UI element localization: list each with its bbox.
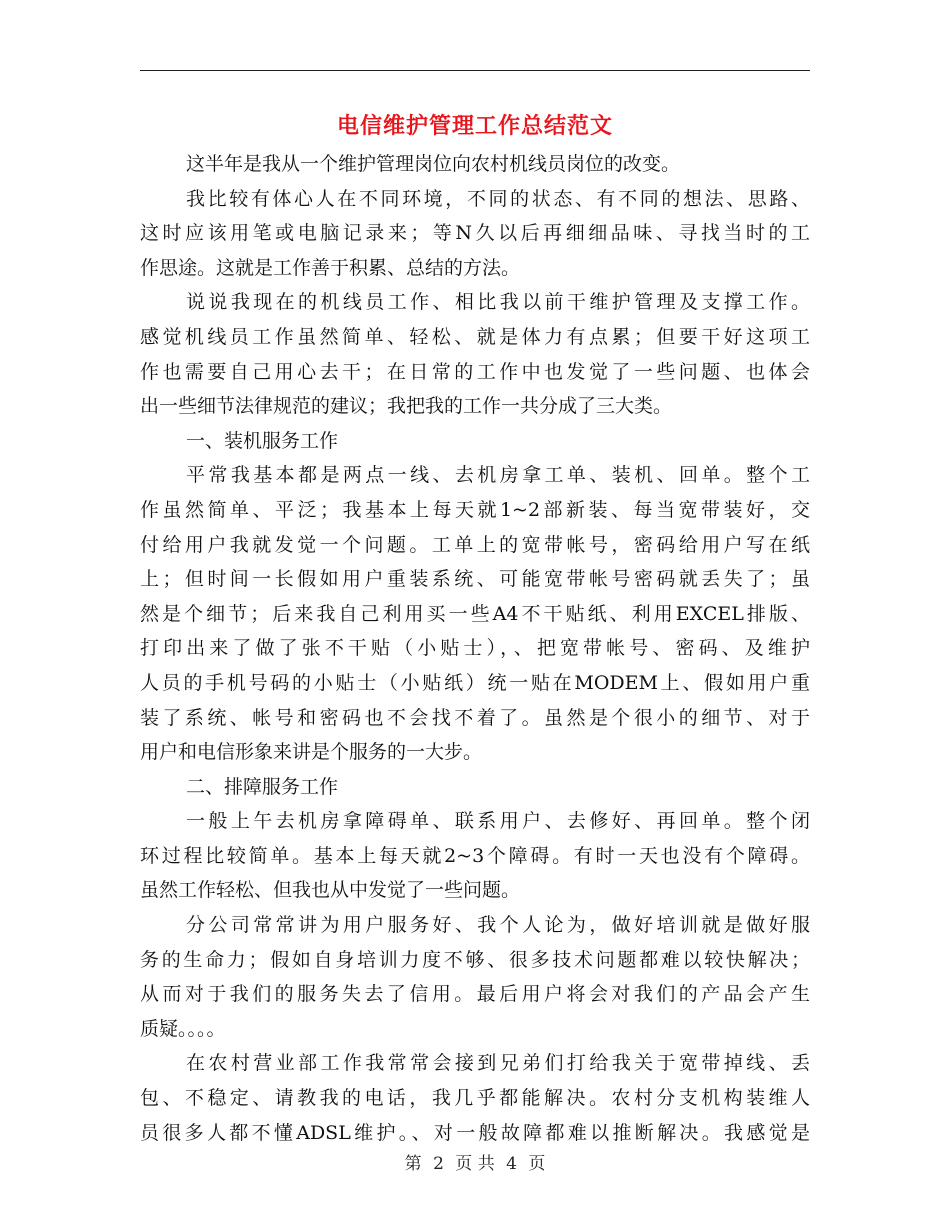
text-line: 在农村营业部工作我常常会接到兄弟们打给我关于宽带掉线、丢 bbox=[186, 1052, 810, 1075]
text-line: 一般上午去机房拿障碍单、联系用户、去修好、再回单。整个闭 bbox=[186, 810, 810, 833]
text-line: 二、排障服务工作 bbox=[186, 775, 339, 798]
text-line: 质疑。。。。 bbox=[140, 1017, 226, 1040]
text-line: 用户和电信形象来讲是个服务的一大步。 bbox=[140, 741, 483, 764]
text-line: 打印出来了做了张不干贴（小贴士），、把宽带帐号、密码、及维护 bbox=[140, 637, 810, 660]
text-line: 装了系统、帐号和密码也不会找不着了。虽然是个很小的细节、对于 bbox=[140, 706, 810, 729]
text-line: 环过程比较简单。基本上每天就2~3个障碍。有时一天也没有个障碍。 bbox=[140, 844, 810, 867]
text-line: 这时应该用笔或电脑记录来；等N久以后再细细品味、寻找当时的工 bbox=[140, 222, 810, 245]
document-body bbox=[140, 147, 810, 1150]
text-line: 从而对于我们的服务失去了信用。最后用户将会对我们的产品会产生 bbox=[140, 983, 810, 1006]
page-footer bbox=[0, 1152, 950, 1176]
text-line: 人员的手机号码的小贴士（小贴纸）统一贴在MODEM上、假如用户重 bbox=[140, 671, 810, 694]
footer-suffix: 页 bbox=[528, 1154, 546, 1174]
text-line: 作思途。这就是工作善于积累、总结的方法。 bbox=[140, 256, 521, 279]
text-line: 然是个细节；后来我自己利用买一些A4不干贴纸、利用EXCEL排版、 bbox=[140, 602, 810, 625]
text-line: 作虽然简单、平泛；我基本上每天就1~2部新装、每当宽带装好，交 bbox=[140, 498, 810, 521]
footer-prefix: 第 bbox=[404, 1154, 422, 1174]
footer-total-pages: 4 bbox=[506, 1154, 517, 1174]
text-line: 平常我基本都是两点一线、去机房拿工单、装机、回单。整个工 bbox=[186, 464, 810, 487]
text-line: 员很多人都不懂ADSL维护。、对一般故障都难以推断解决。我感觉是 bbox=[140, 1121, 810, 1144]
text-line: 务的生命力；假如自身培训力度不够、很多技术问题都难以较快解决； bbox=[140, 948, 810, 971]
text-line: 包、不稳定、请教我的电话，我几乎都能解决。农村分支机构装维人 bbox=[140, 1087, 810, 1110]
text-line: 说说我现在的机线员工作、相比我以前干维护管理及支撑工作。 bbox=[186, 291, 810, 314]
text-line: 付给用户我就发觉一个问题。工单上的宽带帐号，密码给用户写在纸 bbox=[140, 533, 810, 556]
document-title: 电信维护管理工作总结范文 bbox=[336, 113, 613, 139]
text-line: 出一些细节法律规范的建议；我把我的工作一共分成了三大类。 bbox=[140, 395, 673, 418]
text-line: 虽然工作轻松、但我也从中发觉了一些问题。 bbox=[140, 879, 521, 902]
footer-page-number: 2 bbox=[433, 1154, 444, 1174]
footer-middle: 页 共 bbox=[455, 1154, 495, 1174]
text-line: 感觉机线员工作虽然简单、轻松、就是体力有点累；但要干好这项工 bbox=[140, 325, 810, 348]
text-line: 这半年是我从一个维护管理岗位向农村机线员岗位的改变。 bbox=[186, 153, 681, 175]
text-line: 一、装机服务工作 bbox=[186, 429, 339, 452]
text-line: 作也需要自己用心去干；在日常的工作中也发觉了一些问题、也体会 bbox=[140, 360, 810, 383]
text-line: 上；但时间一长假如用户重装系统、可能宽带帐号密码就丢失了；虽 bbox=[140, 568, 810, 591]
header-rule bbox=[140, 70, 810, 71]
text-line: 分公司常常讲为用户服务好、我个人论为，做好培训就是做好服 bbox=[186, 914, 810, 937]
text-line: 我比较有体心人在不同环境，不同的状态、有不同的想法、思路、 bbox=[186, 187, 810, 210]
